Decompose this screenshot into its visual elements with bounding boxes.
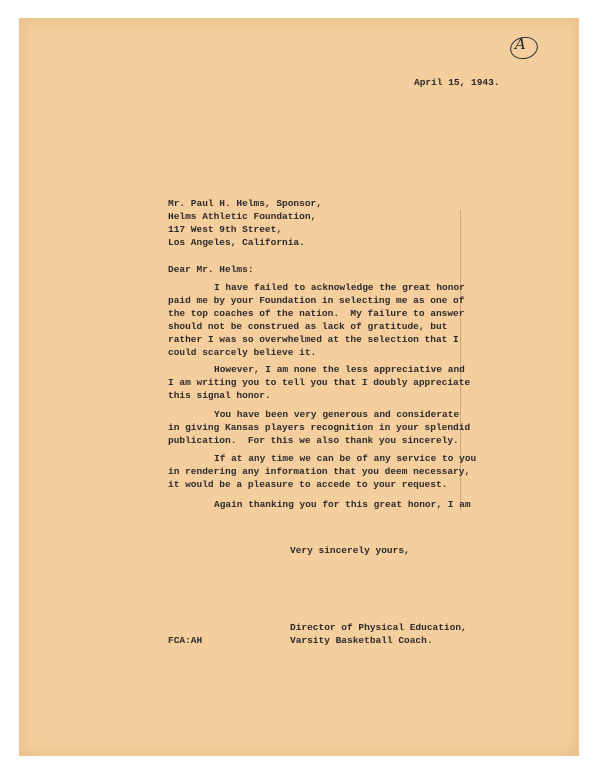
body-line: However, I am none the less appreciative and (214, 364, 465, 375)
body-line: could scarcely believe it. (168, 347, 317, 358)
body-line: should not be construed as lack of gratitude, but (168, 321, 448, 332)
body-line: the top coaches of the nation. My failure to answer (168, 308, 465, 319)
body-line: I have failed to acknowledge the great honor (214, 282, 465, 293)
salutation: Dear Mr. Helms: (168, 264, 254, 275)
body-line: in rendering any information that you deem necessary, (168, 466, 471, 477)
margin-rule (460, 210, 461, 510)
body-line: Again thanking you for this great honor, I am (214, 499, 471, 510)
signature-title: Varsity Basketball Coach. (290, 635, 433, 646)
body-line: this signal honor. (168, 390, 271, 401)
body-line: I am writing you to tell you that I doubly appreciate (168, 377, 471, 388)
address-line: Los Angeles, California. (168, 237, 305, 248)
letter-date: April 15, 1943. (414, 77, 500, 88)
body-line: If at any time we can be of any service to you (214, 453, 477, 464)
address-line: 117 West 9th Street, (168, 224, 283, 235)
reference-initials: FCA:AH (168, 635, 203, 646)
corner-mark: A (515, 35, 526, 53)
address-line: Mr. Paul H. Helms, Sponsor, (168, 198, 322, 209)
address-line: Helms Athletic Foundation, (168, 211, 317, 222)
signature-title: Director of Physical Education, (290, 622, 467, 633)
body-line: it would be a pleasure to accede to your request. (168, 479, 448, 490)
body-line: paid me by your Foundation in selecting me as one of (168, 295, 465, 306)
body-line: publication. For this we also thank you sincerely. (168, 435, 459, 446)
body-line: You have been very generous and considerate (214, 409, 460, 420)
body-line: rather I was so overwhelmed at the selection that I (168, 334, 459, 345)
body-line: in giving Kansas players recognition in your splendid (168, 422, 471, 433)
closing: Very sincerely yours, (290, 545, 410, 556)
